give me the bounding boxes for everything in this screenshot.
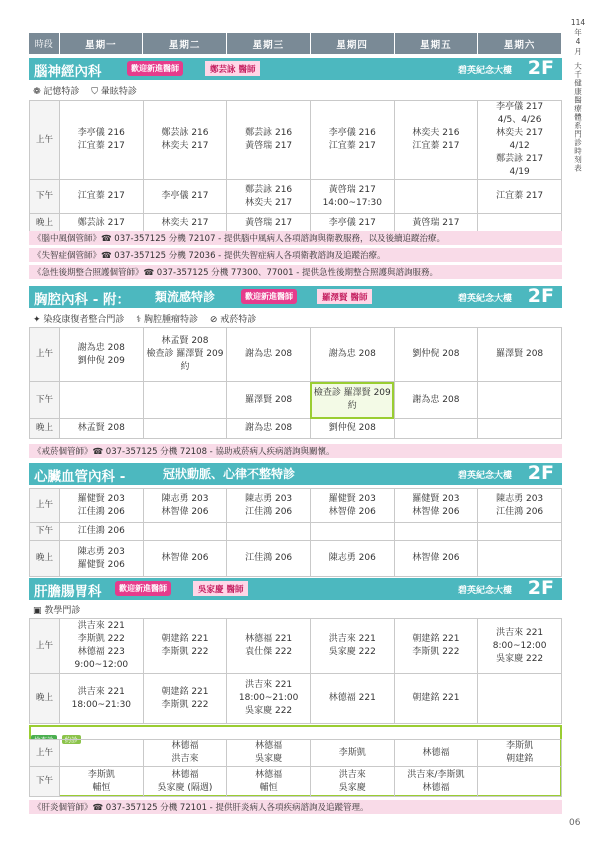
- session-label: 上午: [30, 489, 60, 523]
- schedule-cell: 林智偉 206: [143, 541, 227, 577]
- schedule-cell: 黃啓瑞 217 14:00~17:30: [310, 180, 394, 214]
- schedule-cell: 林德福 吳家慶: [227, 740, 311, 767]
- schedule-cell: [394, 180, 478, 214]
- schedule-row: [30, 489, 562, 523]
- schedule-cell: 洪吉來 吳家慶: [310, 767, 394, 797]
- neuro-features: ❁ 記憶特診 ⛉ 暈眩特診: [33, 87, 137, 97]
- schedule-cell: 林智偉 206: [394, 541, 478, 577]
- case-manager-note: 《戒菸個管師》☎ 037-357125 分機 72108 - 協助戒菸病人疾病諮詢與關懷。: [29, 444, 562, 458]
- section-neurology: 腦神經內科 歡迎新進醫師 鄭芸詠 醫師 碧英紀念大樓 2F: [29, 58, 562, 80]
- schedule-cell: 朝建銘 221 李斯凱 222: [143, 619, 227, 674]
- case-manager-note: 《肝炎個管師》☎ 037-357125 分機 72101 - 提供肝炎病人各項疾病諮詢及追蹤管理。: [29, 800, 562, 814]
- schedule-cell: [60, 740, 144, 767]
- schedule-row: [30, 101, 562, 180]
- session-label: 晚上: [30, 674, 60, 724]
- schedule-cell: 李亭儀 216 江宜蓁 217: [310, 101, 394, 180]
- schedule-cell: [478, 541, 562, 577]
- schedule-cell: 謝為忠 208: [394, 382, 478, 419]
- schedule-cell: 江宜蓁 217: [478, 180, 562, 214]
- session-label: 下午: [30, 523, 60, 541]
- schedule-cell: 陳志勇 203 羅健賢 206: [60, 541, 144, 577]
- schedule-cell: 羅健賢 203 林智偉 206: [310, 489, 394, 523]
- schedule-cell: 羅健賢 203 林智偉 206: [394, 489, 478, 523]
- schedule-cell: 劉仲倪 208: [310, 419, 394, 439]
- section-gi: 肝膽腸胃科 歡迎新進醫師 吳家慶 醫師 碧英紀念大樓 2F: [29, 578, 562, 600]
- schedule-cell: 林德福: [394, 740, 478, 767]
- session-label: 上午: [30, 740, 60, 767]
- schedule-cell: 李斯凱 輔恒: [60, 767, 144, 797]
- schedule-row: [30, 419, 562, 439]
- schedule-cell: 林奕夫 216 江宜蓁 217: [394, 101, 478, 180]
- section-chest: 胸腔內科 - 附： 類流感特診 歡迎新進醫師 羅澤賢 醫師 碧英紀念大樓 2F: [29, 286, 562, 308]
- case-manager-note: 《失智症個管師》☎ 037-357125 分機 72036 - 提供失智症病人各項衛教諮詢及追蹤治療。: [29, 248, 562, 262]
- schedule-cell: 林奕夫 217: [143, 214, 227, 234]
- schedule-cell: [478, 382, 562, 419]
- case-manager-note: 《急性後期整合照護個管師》☎ 037-357125 分機 77300、77001 - 提供急性後期整合照護與諮詢服務。: [29, 265, 562, 279]
- schedule-cell: [60, 382, 144, 419]
- schedule-cell: 李亭儀 217: [310, 214, 394, 234]
- schedule-cell: 李亭儀 217: [143, 180, 227, 214]
- col-wed: 星期三: [227, 33, 311, 54]
- schedule-row: [30, 740, 562, 767]
- schedule-cell: [394, 419, 478, 439]
- schedule-cell: [143, 523, 227, 541]
- schedule-cell: 劉仲倪 208: [394, 328, 478, 382]
- schedule-cell: 羅澤賢 208: [227, 382, 311, 419]
- schedule-cell: [478, 674, 562, 724]
- schedule-row: [30, 523, 562, 541]
- session-label: 上午: [30, 619, 60, 674]
- gi-table: [29, 618, 562, 724]
- schedule-cell: 李斯凱: [310, 740, 394, 767]
- col-sat: 星期六: [478, 33, 562, 54]
- schedule-cell: 李亭儀 216 江宜蓁 217: [60, 101, 144, 180]
- col-tue: 星期二: [143, 33, 227, 54]
- schedule-cell: 謝為忠 208: [227, 328, 311, 382]
- weekday-header: [29, 33, 562, 54]
- schedule-cell: [227, 523, 311, 541]
- schedule-cell: 黃啓瑞 217: [394, 214, 478, 234]
- schedule-cell: 洪吉來/李斯凱 林德福: [394, 767, 478, 797]
- schedule-cell: 洪吉來 221 李斯凱 222 林德福 223 9:00~12:00: [60, 619, 144, 674]
- cardio-table: [29, 488, 562, 577]
- schedule-cell: 林德福 221 袁仕傑 222: [227, 619, 311, 674]
- schedule-cell: 鄭芸詠 217: [60, 214, 144, 234]
- schedule-cell: 林孟賢 208 檢查診 羅澤賢 209 約: [143, 328, 227, 382]
- schedule-cell: 江佳鴻 206: [227, 541, 311, 577]
- schedule-cell: 黃啓瑞 217: [227, 214, 311, 234]
- schedule-cell: [143, 419, 227, 439]
- schedule-row: [30, 328, 562, 382]
- schedule-cell: 鄭芸詠 216 林奕夫 217: [227, 180, 311, 214]
- schedule-cell: [478, 523, 562, 541]
- section-cardio: 心臟血管內科 - 冠狀動脈、心律不整特診 碧英紀念大樓 2F: [29, 463, 562, 485]
- schedule-cell: 洪吉來 221 18:00~21:00 吳家慶 222: [227, 674, 311, 724]
- schedule-cell: [310, 523, 394, 541]
- schedule-cell: [478, 419, 562, 439]
- schedule-cell: 陳志勇 203 林智偉 206: [143, 489, 227, 523]
- schedule-cell: 林德福 輔恒: [227, 767, 311, 797]
- chest-features: ✦ 染疫康復者整合門診 ⚕ 胸腔腫瘤特診 ⊘ 戒菸特診: [33, 315, 257, 325]
- teaching-icon: ▣: [33, 606, 45, 616]
- schedule-cell: 朝建銘 221: [394, 674, 478, 724]
- schedule-row: [30, 674, 562, 724]
- session-label: 下午: [30, 767, 60, 797]
- schedule-cell: 鄭芸詠 216 林奕夫 217: [143, 101, 227, 180]
- schedule-cell: 謝為忠 208: [227, 419, 311, 439]
- side-caption: 114 年 4 月 大千健康醫療體系 門診時刻表: [570, 18, 586, 173]
- schedule-cell: 謝為忠 208 劉仲倪 209: [60, 328, 144, 382]
- schedule-cell: 林孟賢 208: [60, 419, 144, 439]
- col-fri: 星期五: [394, 33, 478, 54]
- neuro-table: [29, 100, 562, 234]
- gi-exam-label: 約診: [31, 727, 81, 746]
- schedule-cell: 洪吉來 221 18:00~21:30: [60, 674, 144, 724]
- schedule-cell: 李斯凱 朝建銘: [478, 740, 562, 767]
- schedule-cell: 陳志勇 203 江佳鴻 206: [478, 489, 562, 523]
- schedule-cell: 陳志勇 203 江佳鴻 206: [227, 489, 311, 523]
- col-time: 時段: [29, 33, 59, 54]
- session-label: 下午: [30, 180, 60, 214]
- page-number: 06: [569, 818, 581, 828]
- schedule-row: [30, 382, 562, 419]
- schedule-cell: 洪吉來 221 吳家慶 222: [310, 619, 394, 674]
- schedule-row: [30, 619, 562, 674]
- session-label: 上午: [30, 101, 60, 180]
- schedule-cell: [478, 767, 562, 797]
- session-label: 晚上: [30, 419, 60, 439]
- schedule-cell: 林德福 吳家慶 (隔週): [143, 767, 227, 797]
- schedule-cell: 陳志勇 206: [310, 541, 394, 577]
- session-label: 晚上: [30, 541, 60, 577]
- chest-table: [29, 327, 562, 439]
- schedule-cell: 林德福 221: [310, 674, 394, 724]
- case-manager-note: 《腦中風個管師》☎ 037-357125 分機 72107 - 提供腦中風病人各項諮詢與衛教服務，以及後續追蹤治療。: [29, 231, 562, 245]
- schedule-cell: 江佳鴻 206: [60, 523, 144, 541]
- gi-features: ▣ 教學門診: [33, 606, 81, 616]
- schedule-cell: 朝建銘 221 李斯凱 222: [394, 619, 478, 674]
- schedule-cell: 謝為忠 208: [310, 328, 394, 382]
- schedule-cell: 朝建銘 221 李斯凱 222: [143, 674, 227, 724]
- schedule-row: [30, 180, 562, 214]
- schedule-cell: 鄭芸詠 216 黃啓瑞 217: [227, 101, 311, 180]
- gi-exam-table: [29, 739, 562, 797]
- schedule-cell: 羅健賢 203 江佳鴻 206: [60, 489, 144, 523]
- schedule-cell: 羅澤賢 208: [478, 328, 562, 382]
- schedule-row: [30, 541, 562, 577]
- schedule-cell: 林德福 洪吉來: [143, 740, 227, 767]
- session-label: 晚上: [30, 214, 60, 234]
- session-label: 上午: [30, 328, 60, 382]
- schedule-cell: 檢查診 羅澤賢 209 約: [310, 382, 394, 419]
- session-label: 下午: [30, 382, 60, 419]
- schedule-cell: [143, 382, 227, 419]
- schedule-cell: 洪吉來 221 8:00~12:00 吳家慶 222: [478, 619, 562, 674]
- schedule-cell: [394, 523, 478, 541]
- schedule-row: [30, 767, 562, 797]
- schedule-cell: 李亭儀 217 4/5、4/26 林奕夫 217 4/12 鄭芸詠 217 4/19: [478, 101, 562, 180]
- schedule-cell: 江宜蓁 217: [60, 180, 144, 214]
- col-thu: 星期四: [310, 33, 394, 54]
- col-mon: 星期一: [59, 33, 143, 54]
